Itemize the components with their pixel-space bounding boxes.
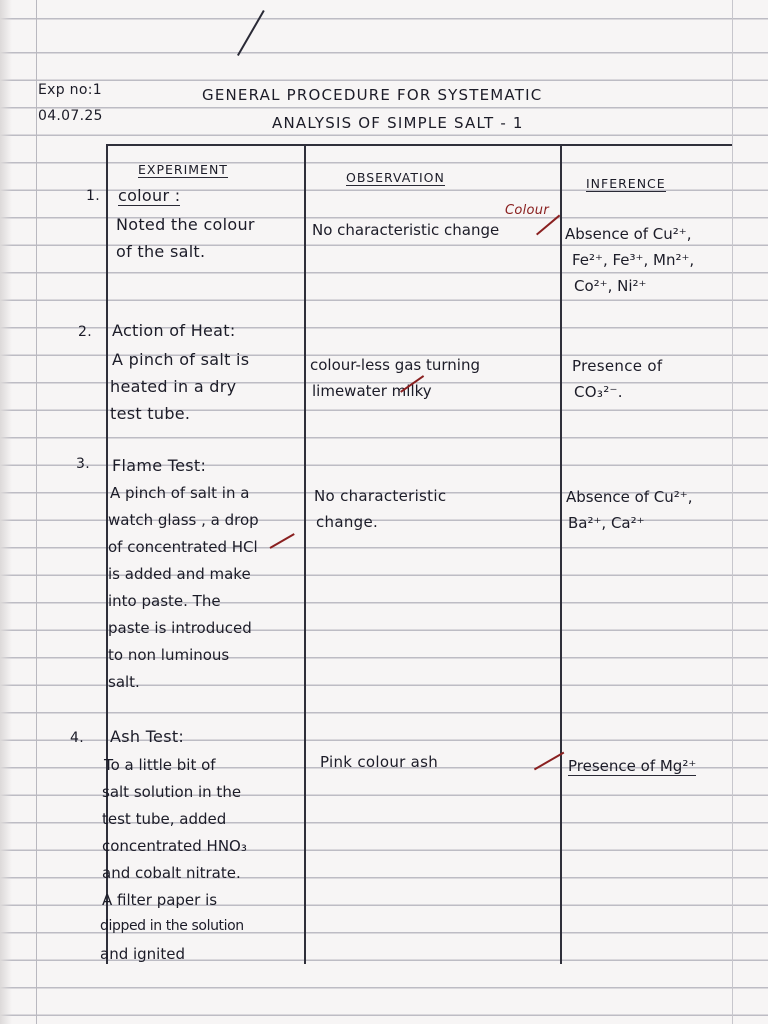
row-1-inf-line-1: Absence of Cu²⁺, — [565, 225, 692, 243]
page-edge-shadow — [0, 0, 12, 1024]
row-3-exp-line-8: salt. — [108, 673, 140, 691]
row-3-exp-line-3: of concentrated HCl — [108, 538, 258, 556]
right-rule — [732, 0, 733, 1024]
row-4-exp-line-6: A filter paper is — [102, 891, 218, 909]
row-2-exp-line-1: A pinch of salt is — [112, 350, 250, 369]
row-4-exp-line-3: test tube, added — [102, 810, 227, 828]
row-3-inf-line-2: Ba²⁺, Ca²⁺ — [568, 514, 645, 532]
row-4-exp-line-7: dipped in the solution — [100, 918, 244, 934]
teacher-tick-3 — [270, 533, 295, 548]
row-3-inf-line-1: Absence of Cu²⁺, — [566, 488, 693, 506]
header-observation: OBSERVATION — [346, 170, 445, 185]
margin-line — [36, 0, 37, 1024]
row-2-exp-line-2: heated in a dry — [110, 377, 237, 396]
row-4-observation: Pink colour ash — [320, 753, 439, 771]
row-2-obs-line-1: colour-less gas turning — [310, 356, 480, 374]
row-3-exp-line-4: is added and make — [108, 565, 251, 583]
row-2-obs-line-2: limewater milky — [312, 382, 432, 400]
title-line-1: GENERAL PROCEDURE FOR SYSTEMATIC — [202, 86, 543, 104]
row-3-exp-line-6: paste is introduced — [108, 619, 252, 637]
row-1-inf-line-2: Fe²⁺, Fe³⁺, Mn²⁺, — [572, 251, 695, 269]
header-experiment: EXPERIMENT — [138, 162, 228, 177]
row-3-obs-line-2: change. — [316, 513, 379, 531]
row-1-inf-line-3: Co²⁺, Ni²⁺ — [574, 277, 647, 295]
row-1-correction: Colour — [505, 203, 549, 218]
row-1-number: 1. — [86, 188, 100, 204]
row-4-inference: Presence of Mg²⁺ — [568, 757, 697, 775]
row-2-heading: Action of Heat: — [112, 321, 236, 340]
row-4-heading: Ash Test: — [110, 727, 185, 746]
row-3-exp-line-5: into paste. The — [108, 592, 221, 610]
row-1-observation: No characteristic change — [312, 221, 500, 239]
exp-no: Exp no:1 — [38, 82, 102, 98]
row-1-exp-line-2: of the salt. — [116, 242, 206, 261]
row-2-exp-line-3: test tube. — [110, 404, 191, 423]
row-4-number: 4. — [70, 730, 84, 746]
row-4-exp-line-2: salt solution in the — [102, 783, 242, 801]
pen-stroke — [237, 10, 265, 56]
row-2-number: 2. — [78, 324, 92, 340]
exp-date: 04.07.25 — [38, 108, 103, 124]
header-inference: INFERENCE — [586, 176, 666, 191]
row-1-heading: colour : — [118, 186, 181, 205]
row-3-exp-line-7: to non luminous — [108, 646, 230, 664]
row-1-exp-line-1: Noted the colour — [116, 215, 255, 234]
row-3-exp-line-1: A pinch of salt in a — [110, 484, 250, 502]
column-border-experiment — [304, 144, 306, 964]
table-top-border — [106, 144, 732, 146]
row-4-exp-line-1: To a little bit of — [104, 756, 216, 774]
title-line-2: ANALYSIS OF SIMPLE SALT - 1 — [272, 114, 524, 132]
row-4-exp-line-4: concentrated HNO₃ — [102, 837, 247, 855]
row-4-exp-line-8: and ignited — [100, 945, 185, 963]
row-3-exp-line-2: watch glass , a drop — [108, 511, 259, 529]
row-2-inf-line-2: CO₃²⁻. — [574, 383, 623, 401]
row-3-obs-line-1: No characteristic — [314, 487, 447, 505]
row-3-heading: Flame Test: — [112, 456, 207, 475]
row-4-exp-line-5: and cobalt nitrate. — [102, 864, 241, 882]
column-border-observation — [560, 144, 562, 964]
row-3-number: 3. — [76, 456, 90, 472]
row-2-inf-line-1: Presence of — [572, 357, 663, 375]
